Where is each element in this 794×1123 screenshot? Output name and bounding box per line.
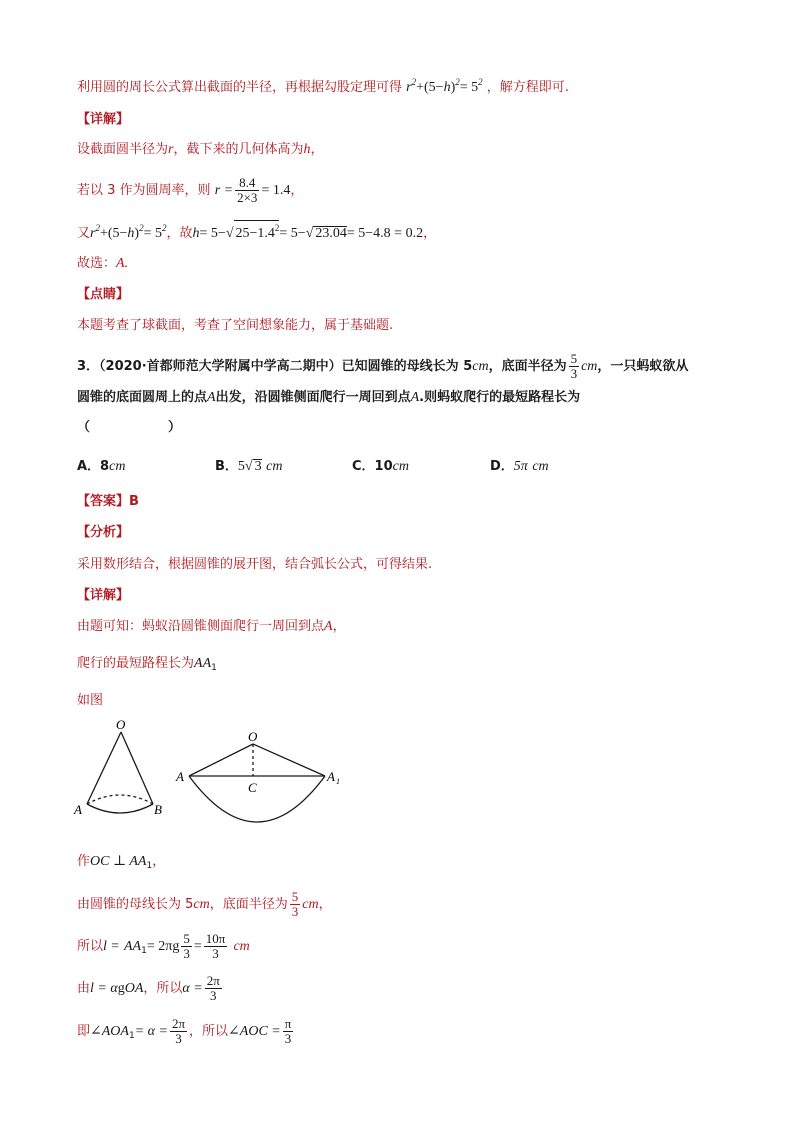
equation: α = <box>182 981 203 996</box>
value: 5π <box>513 459 528 474</box>
numerator: π <box>284 1016 292 1031</box>
unit: cm <box>581 359 598 374</box>
unit: cm <box>302 897 319 912</box>
text: 由题可知：蚂蚁沿圆锥侧面爬行一周回到点 <box>77 619 325 634</box>
equation-tail: = 1.4 <box>261 183 291 198</box>
answer-letter: A. <box>116 256 129 271</box>
question-3-paren: （ ） <box>77 420 182 435</box>
text: 出发，沿圆锥侧面爬行一周回到点 <box>215 390 411 405</box>
text: ，截下来的几何体高为 <box>173 142 304 157</box>
cone-drawing <box>87 732 153 813</box>
segment-OA: OA <box>124 981 144 996</box>
label-O: O <box>116 718 126 732</box>
var-h: h <box>192 226 200 241</box>
eq-part: = 5 <box>143 226 162 241</box>
option-label: C．10 <box>352 459 393 474</box>
fraction <box>204 932 228 961</box>
equation: = <box>193 939 202 954</box>
detail-2-line-7 <box>77 1017 295 1046</box>
eq-part: ) <box>450 80 456 95</box>
unit: cm <box>266 459 283 474</box>
denominator: 3 <box>212 946 219 961</box>
text: ， <box>152 854 166 869</box>
numerator: 2π <box>206 973 220 988</box>
fraction <box>569 352 580 381</box>
unit: cm <box>472 359 489 374</box>
equation: l = α <box>90 981 118 996</box>
var-r: r <box>168 142 174 157</box>
option-label: A．8 <box>77 459 110 474</box>
unit: cm <box>532 459 549 474</box>
choice-line <box>77 254 128 274</box>
text: 设截面圆半径为 <box>77 142 169 157</box>
option-c[interactable] <box>352 455 409 475</box>
detail-2-line-6 <box>77 974 224 1003</box>
text: ，一只蚂蚁欲从 <box>597 359 689 374</box>
text: ，底面半径为 <box>488 359 567 374</box>
fraction <box>283 1017 294 1046</box>
sqrt <box>234 220 280 241</box>
label-O2: O <box>248 729 258 744</box>
comment-text: 本题考查了球截面，考查了空间想象能力，属于基础题. <box>77 318 394 333</box>
segment-AA1: AA <box>194 656 212 671</box>
equation: = α = <box>134 1024 168 1039</box>
text: 3．（2020·首都师范大学附属中学高二期中）已知圆锥的母线长为 5 <box>77 359 473 374</box>
eq-part: = 5− <box>279 226 306 241</box>
fraction <box>235 176 259 205</box>
glyph: g <box>117 981 125 996</box>
text: 故选： <box>77 256 117 271</box>
fraction <box>205 974 222 1003</box>
unit: cm <box>109 459 126 474</box>
text: ， <box>290 183 304 198</box>
denominator: 3 <box>209 988 217 1003</box>
denominator: 3 <box>175 1031 182 1046</box>
equation: h= 5−√ $25-1.4^2= 5-√$ 23.04= 5−4.8 = 0.2 <box>193 226 424 241</box>
denominator: 3 <box>284 1031 292 1046</box>
numerator: 10π <box>205 931 226 946</box>
var-h: h <box>443 80 451 95</box>
option-label: D． <box>490 459 514 474</box>
subscript: 1 <box>141 946 147 956</box>
radicand: 25−1.4 <box>235 226 275 241</box>
heading-analysis: 【分析】 <box>77 525 130 540</box>
detail-line-1 <box>77 140 324 160</box>
sector-drawing <box>189 744 325 822</box>
equation: $r^2+(5-h)^2= 5^2$ <box>90 223 167 241</box>
text: 若以 3 作为圆周率，则 <box>77 183 211 198</box>
var-r: r <box>90 226 96 241</box>
option-label: B． <box>215 459 238 474</box>
text: ，所以 <box>189 1024 229 1039</box>
eq-part: +(5− <box>99 226 128 241</box>
equation <box>406 77 483 95</box>
text: ， <box>318 897 332 912</box>
figure-caption: 如图 <box>77 693 104 708</box>
option-d[interactable] <box>490 455 549 475</box>
point-A: A <box>207 390 216 405</box>
exp: 2 <box>455 77 460 87</box>
eq-part: = 5−4.8 = 0.2 <box>346 226 424 241</box>
heading-comment: 【点睛】 <box>77 287 130 302</box>
subscript: 1 <box>211 663 217 673</box>
denominator: 3 <box>570 366 578 381</box>
text: .则蚂蚁爬行的最短路程长为 <box>419 390 581 405</box>
text: 即 <box>77 1024 91 1039</box>
text: 所以 <box>77 939 104 954</box>
answer <box>77 492 139 512</box>
text: 由圆锥的母线长为 5 <box>77 897 194 912</box>
unit: cm <box>392 459 409 474</box>
unit: cm <box>193 897 210 912</box>
option-a[interactable] <box>77 455 125 475</box>
fraction <box>290 890 301 919</box>
detail-2-line-4 <box>77 890 332 919</box>
text: 作 <box>77 854 91 869</box>
equation: ∠AOA <box>90 1024 129 1039</box>
equation: l = <box>103 939 120 954</box>
question-3-line-2 <box>77 388 580 408</box>
question-3-line-1 <box>77 352 688 381</box>
analysis-text: 采用数形结合，根据圆锥的展开图，结合弧长公式，可得结果. <box>77 557 433 572</box>
numerator: 2π <box>171 1016 186 1031</box>
subscript: 1 <box>128 1031 135 1041</box>
analysis-text-line <box>77 72 569 98</box>
numerator: 5 <box>183 931 190 946</box>
point-A: A <box>324 619 333 634</box>
option-b[interactable]: B．5√ 3 cm <box>215 459 283 474</box>
unit: cm <box>233 939 250 954</box>
text: 又 <box>77 226 91 241</box>
fraction <box>170 1017 187 1046</box>
segment-AA1: AA <box>124 939 142 954</box>
text: ，底面半径为 <box>209 897 288 912</box>
answer-value: B <box>129 494 139 509</box>
var-r: r <box>406 80 412 95</box>
text: ， <box>332 619 346 634</box>
label-A1-sub: 1 <box>336 777 340 786</box>
numerator: 8.4 <box>235 176 259 191</box>
text: 圆锥的底面圆周上的点 <box>77 390 208 405</box>
numerator: 5 <box>291 889 299 904</box>
text: ，所以 <box>143 981 183 996</box>
detail-2-line-3 <box>77 852 165 876</box>
answer-label: 【答案】 <box>77 494 130 509</box>
text: ， <box>423 226 437 241</box>
denominator: 3 <box>291 904 299 919</box>
var-h: h <box>127 226 135 241</box>
exp: 2 <box>478 77 483 87</box>
exp: 2 <box>411 77 417 87</box>
eq-part: +(5− <box>416 80 444 95</box>
cone-figure <box>72 718 372 828</box>
denominator: 2×3 <box>237 190 258 205</box>
exp: 2 <box>274 223 280 233</box>
text: 由 <box>77 981 91 996</box>
detail-line-3 <box>77 218 436 244</box>
label-A1: A <box>327 769 335 784</box>
var-h: h <box>303 142 311 157</box>
heading-detail: 【详解】 <box>77 112 130 127</box>
text: ，解方程即可. <box>486 80 569 95</box>
equation: OC ⊥ AA <box>90 854 147 869</box>
text: 利用圆的周长公式算出截面的半径，再根据勾股定理可得 <box>77 80 403 95</box>
numerator: 5 <box>570 351 578 366</box>
subscript: 1 <box>146 861 153 871</box>
sqrt: 3 <box>254 459 262 474</box>
sqrt: 23.04 <box>315 226 347 241</box>
text: ，故 <box>166 226 193 241</box>
text: 爬行的最短路程长为 <box>77 656 195 671</box>
eq-part: = 5 <box>459 80 479 95</box>
fraction <box>181 932 192 961</box>
heading-detail-2: 【详解】 <box>77 588 130 603</box>
detail-2-line-5 <box>77 932 250 961</box>
detail-line-2 <box>77 176 303 205</box>
label-A2: A <box>176 769 184 784</box>
text: ， <box>310 142 324 157</box>
eq-part: = 5− <box>199 226 226 241</box>
label-B: B <box>154 802 162 817</box>
equation: r = <box>214 183 234 198</box>
detail-2-line-2 <box>77 654 217 678</box>
eq-part: ) <box>134 226 140 241</box>
glyph: g <box>172 939 180 954</box>
point-A: A <box>410 390 420 405</box>
value: 5 <box>237 459 245 474</box>
equation: ∠AOC = <box>228 1024 281 1039</box>
label-C: C <box>248 780 257 795</box>
detail-2-line-1 <box>77 617 346 637</box>
label-A: A <box>74 802 82 817</box>
equation: = 2π <box>146 939 173 954</box>
denominator: 3 <box>183 946 190 961</box>
